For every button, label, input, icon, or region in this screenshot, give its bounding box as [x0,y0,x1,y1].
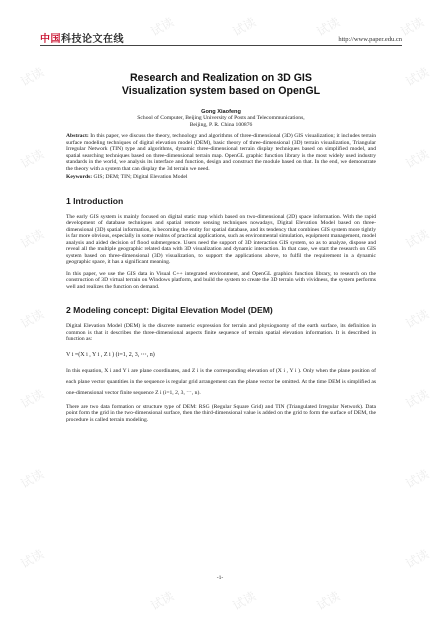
keywords-label: Keywords: [66,174,93,181]
watermark: 试读 [18,546,47,571]
watermark: 试读 [18,306,47,331]
title-line-2: Visualization system based on OpenGL [121,85,321,97]
affiliation-line-1: School of Computer, Beijing University of Posts and Telecommunications, [137,115,305,121]
equation: V i =(X i , Y i , Z i ) (i=1, 2, 3, ⋯, n) [66,351,155,358]
logo-prefix: 中国 [40,34,61,45]
watermark: 试读 [403,226,432,251]
logo-text: 科技论文在线 [61,34,124,45]
affiliation [66,115,376,128]
page-number: -1- [216,575,224,581]
author-name: Gong Xiaofeng [201,109,241,115]
watermark: 试读 [18,226,47,251]
site-logo [40,30,124,45]
paragraph: There are two data formation or structure type of DEM: RSG (Regular Square Grid) and TIN (Triangulated Irregular Network). Data point form the grid in the two-dimensional surface, then the third-dimensional value is added on the grid to form the surface of DEM, the procedure is called terrain modeling. [66,403,376,423]
watermark: 试读 [403,306,432,331]
abstract [66,133,376,172]
watermark: 试读 [18,146,47,171]
affiliation-line-2: Beijing, P. R. China 100876 [189,121,253,128]
watermark: 试读 [403,64,432,89]
abstract-label: Abstract: [66,133,89,140]
section-heading-modeling: 2 Modeling concept: Digital Elevation Model (DEM) [66,305,273,316]
watermark: 试读 [18,466,47,491]
header-url: http://www.paper.edu.cn [338,36,402,43]
watermark: 试读 [403,546,432,571]
watermark: 试读 [403,386,432,411]
paragraph: In this paper, we use the GIS data in Visual C++ integrated environment, and OpenGL graphics function library, to research on the construction of 3D virtual terrain on Windows platform, and build the system to create the 3D terrain with vividness, the system performs well and realizes the function on demand. [66,270,376,290]
section-heading-introduction: 1 Introduction [66,195,124,206]
watermark: 试读 [18,64,47,89]
watermark: 试读 [230,14,259,39]
watermark: 试读 [148,588,177,613]
title-line-1: Research and Realization on 3D GIS [130,72,312,84]
paragraph: The early GIS system is mainly focused on digital static map which based on two-dimensional (2D) space information. With the rapid development of database techniques and spatial remote sensing techniques nowadays, Digital Elevation Model based on three-dimensional (3D) spatial information, is becoming the entity for spatial database, and its tendency that combines GIS system more tightly is far more obvious, especially in some realms of practical applications, such as environmental simulation, equipment management, model analysis and aided decision of flood submergence. Users need the support of 3D interaction GIS system, so as to analyze, dispose and reveal all the multiple geographic related data with 3D visualization and dynamic interaction. In that case, we start the research on GIS system based on three-dimensional (3D) visualization, to support the applications above, to fulfil the requirement in a dynamic geographic space, it has a significant meaning. [66,213,376,266]
header-rule [40,45,402,46]
paragraph: Digital Elevation Model (DEM) is the discrete numeric expression for terrain and physiognomy of the earth surface, its definition in common is that it describes the three-dimensional aspects finite sequence of terrain spatial elevation information. It is described in function as: [66,323,376,343]
paragraph: In this equation, X i and Y i are plane coordinates, and Z i is the corresponding elevation of (X i , Y i ). Only when the plane position of each plane vector quantities in the sequence is regular grid arrangement can the plane vector be omitted. At the time DEM is simplified as one-dimensional vector finite sequence Z i (i=1, 2, 3, ⋯, n). [66,367,376,396]
watermark: 试读 [314,588,343,613]
keywords [66,174,376,181]
watermark: 试读 [403,146,432,171]
keywords-text: GIS; DEM; TIN; Digital Elevation Model [93,174,188,181]
watermark: 试读 [314,14,343,39]
watermark: 试读 [230,588,259,613]
paper-title [66,72,376,98]
watermark: 试读 [18,386,47,411]
watermark: 试读 [398,14,427,39]
paper-body [66,72,376,423]
watermark: 试读 [403,466,432,491]
watermark: 试读 [148,14,177,39]
page-header [0,0,440,44]
abstract-text: In this paper, we discuss the theory, technology and algorithms of three-dimensional (3D) GIS visualization; it includes terrain surface modeling techniques of digital elevation model (DEM), basic theory of three-dimensional (3D) terrain visualization, Triangular Irregular Network (TIN) type and algorithms, dynamic three-dimensional terrain display techniques based on simplified model, and spatial searching techniques based on three-dimensional terrain map. OpenGL graphic function library is the most widely used industry standards in the world, we analysis its interface and function, design and construct the module based on that. In the end, we demonstrate the theory with a system that can display the 3d terrain we need. [66,133,376,172]
